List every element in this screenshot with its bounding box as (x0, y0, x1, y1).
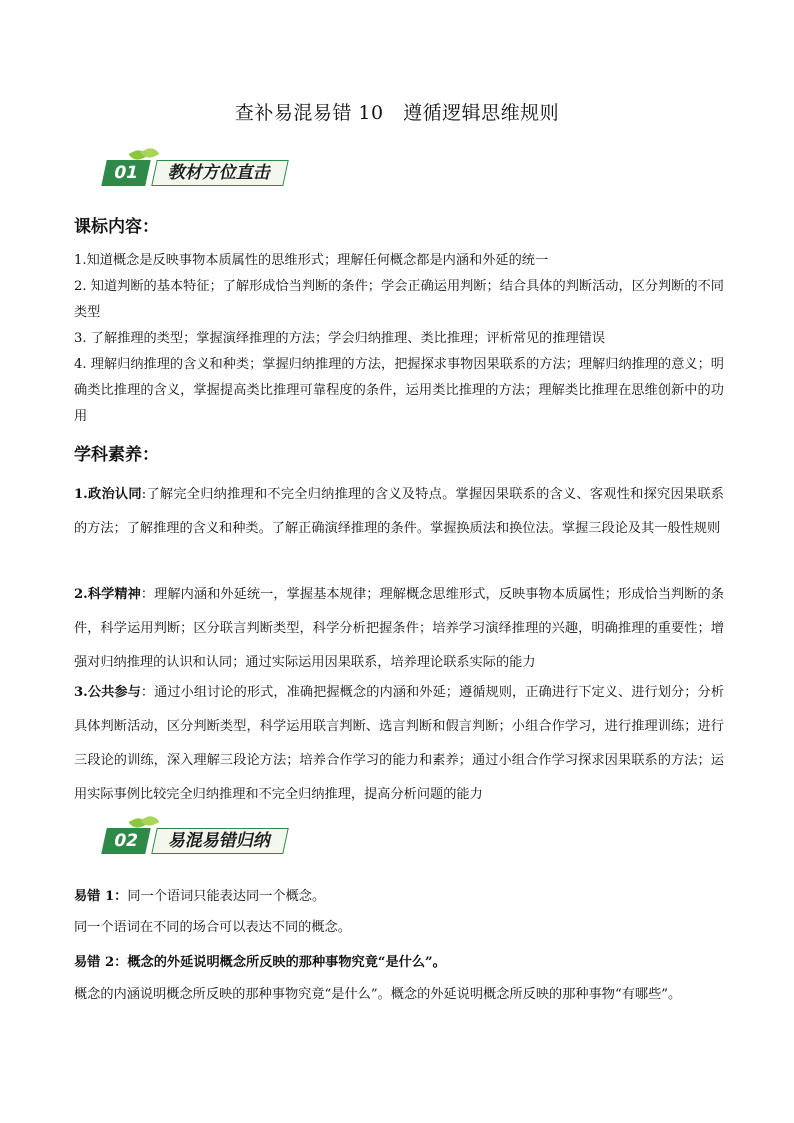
error-claim: 概念的外延说明概念所反映的那种事物究竟“是什么”。 (127, 955, 446, 970)
kebiao-item-2: 2. 知道判断的基本特征；了解形成恰当判断的条件；学会正确运用判断；结合具体的判断活动，区分判断的不同类型 (74, 279, 724, 320)
suyang-sep: : (141, 487, 147, 502)
kebiao-heading: 课标内容： (74, 217, 159, 237)
suyang-heading: 学科素养： (74, 445, 159, 465)
error-2-claim (74, 950, 724, 976)
error-claim: 同一个语词只能表达同一个概念。 (127, 889, 326, 904)
kebiao-item-4: 4. 理解归纳推理的含义和种类；掌握归纳推理的方法，把握探求事物因果联系的方法；理解归纳推理的意义；明确类比推理的含义，掌握提高类比推理可靠程度的条件，运用类比推理的方法；理解类比推理在思维创新中的功用 (74, 357, 724, 424)
section-number: 02 (101, 828, 151, 854)
page-title: 查补易混易错 10 遵循逻辑思维规则 (234, 102, 560, 124)
suyang-text: 了解完全归纳推理和不完全归纳推理的含义及特点。掌握因果联系的含义、客观性和探究因果联系的方法；了解推理的含义和种类。了解正确演绎推理的条件。掌握换质法和换位法。掌握三段论及其一般性规则 (74, 487, 724, 536)
leaf-icon (141, 813, 160, 829)
suyang-item-3 (74, 676, 724, 812)
kebiao-item-1: 1.知道概念是反映事物本质属性的思维形式；理解任何概念都是内涵和外延的统一 (74, 253, 549, 268)
section-banner-1 (104, 148, 304, 188)
suyang-label: 1.政治认同 (74, 487, 142, 502)
suyang-text: 通过小组讨论的形式，准确把握概念的内涵和外延；遵循规则，正确进行下定义、进行划分；分析具体判断活动，区分判断类型，科学运用联言判断、选言判断和假言判断；小组合作学习，进行推理训练；进行三段论的训练，深入理解三段论方法；培养合作学习的能力和素养；通过小组合作学习探求因果联系的方法；运用实际事例比较完全归纳推理和不完全归纳推理，提高分析问题的能力 (74, 685, 724, 802)
section-label: 易混易错归纳 (151, 828, 289, 854)
section-number: 01 (101, 160, 151, 186)
error-1-claim (74, 884, 724, 910)
suyang-label: 2.科学精神 (74, 587, 141, 602)
error-label: 易错 1： (74, 889, 128, 904)
leaf-icon (141, 145, 160, 161)
error-label: 易错 2： (74, 955, 128, 970)
kebiao-item-3: 3. 了解推理的类型；掌握演绎推理的方法；学会归纳推理、类比推理；评析常见的推理错误 (74, 331, 606, 346)
error-1-correction: 同一个语词在不同的场合可以表达不同的概念。 (74, 920, 351, 935)
section-label: 教材方位直击 (151, 160, 289, 186)
section-banner-2 (104, 816, 284, 856)
suyang-sep: ： (140, 587, 155, 602)
error-2-correction: 概念的内涵说明概念所反映的那种事物究竟“是什么”。概念的外延说明概念所反映的那种事物“有哪些”。 (74, 987, 682, 1002)
suyang-sep: ： (140, 685, 155, 700)
suyang-item-1 (74, 478, 724, 546)
suyang-label: 3.公共参与 (74, 685, 141, 700)
suyang-text: 理解内涵和外延统一，掌握基本规律；理解概念思维形式，反映事物本质属性；形成恰当判断的条件，科学运用判断；区分联言判断类型，科学分析把握条件；培养学习演绎推理的兴趣，明确推理的重要性；增强对归纳推理的认识和认同；通过实际运用因果联系，培养理论联系实际的能力 (74, 587, 724, 670)
suyang-item-2 (74, 578, 724, 680)
